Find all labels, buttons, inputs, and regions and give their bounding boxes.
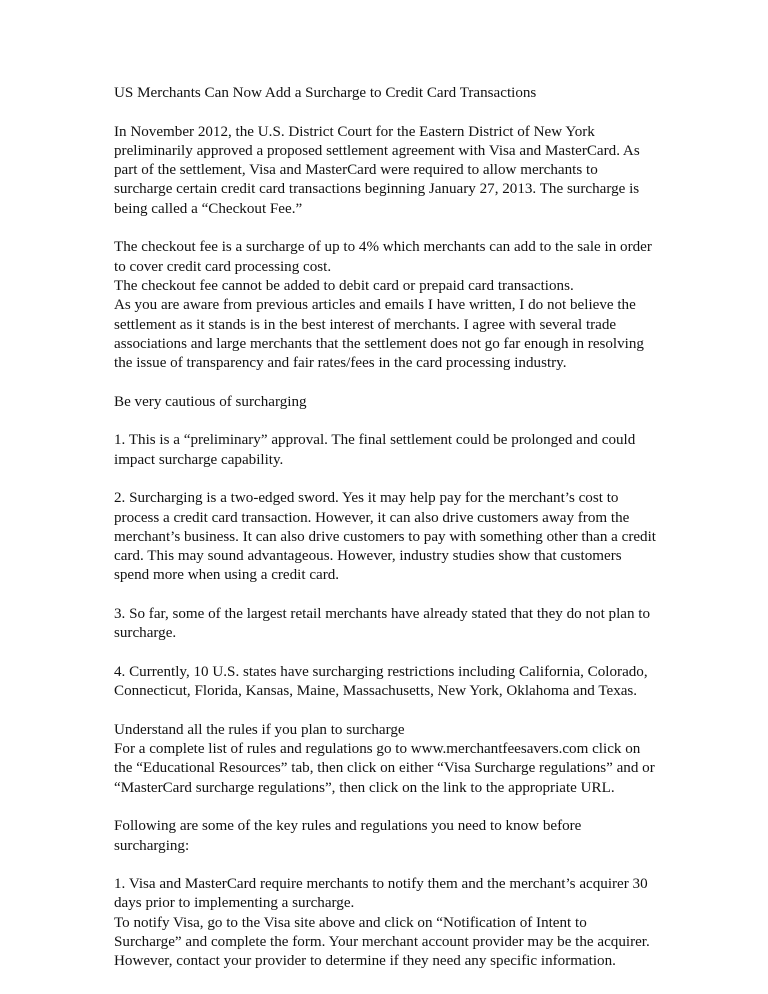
text-line: card. This may sound advantageous. However, industry studies show that customers — [114, 548, 622, 565]
text-line: 2. Surcharging is a two-edged sword. Yes it may help pay for the merchant’s cost to — [114, 490, 619, 507]
text-line: To notify Visa, go to the Visa site above and click on “Notification of Intent to — [114, 914, 587, 931]
text-line: The checkout fee cannot be added to debit card or prepaid card transactions. — [114, 277, 574, 294]
text-line: Understand all the rules if you plan to surcharge — [114, 721, 405, 738]
text-line: 3. So far, some of the largest retail merchants have already stated that they do not plan to — [114, 606, 651, 623]
caution-item-3 — [114, 605, 674, 644]
caution-item-1 — [114, 431, 674, 470]
text-line: surcharge certain credit card transactions beginning January 27, 2013. The surcharge is — [114, 181, 640, 198]
text-line: In November 2012, the U.S. District Court for the Eastern District of New York — [114, 123, 595, 140]
text-line: days prior to implementing a surcharge. — [114, 895, 355, 912]
paragraph-key-rules-intro — [114, 817, 674, 856]
document-title — [114, 84, 674, 103]
text-line: The checkout fee is a surcharge of up to 4% which merchants can add to the sale in order — [114, 239, 652, 256]
text-line: For a complete list of rules and regulations go to www.merchantfeesavers.com click on — [114, 741, 641, 758]
text-line: 1. This is a “preliminary” approval. The final settlement could be prolonged and could — [114, 432, 636, 449]
text-line: Connecticut, Florida, Kansas, Maine, Massachusetts, New York, Oklahoma and Texas. — [114, 683, 638, 700]
text-line: preliminarily approved a proposed settlement agreement with Visa and MasterCard. As — [114, 142, 640, 159]
text-line: Be very cautious of surcharging — [114, 393, 307, 410]
text-line: 4. Currently, 10 U.S. states have surcharging restrictions including California, Colorado, — [114, 663, 648, 680]
caution-item-2 — [114, 489, 674, 585]
text-line: the “Educational Resources” tab, then click on either “Visa Surcharge regulations” and or — [114, 760, 655, 777]
text-line: associations and large merchants that the settlement does not go far enough in resolving — [114, 335, 644, 352]
text-line: merchant’s business. It can also drive customers to pay with something other than a credit — [114, 528, 656, 545]
title-line: US Merchants Can Now Add a Surcharge to Credit Card Transactions — [114, 85, 537, 101]
paragraph-rules — [114, 721, 674, 798]
paragraph-settlement-intro — [114, 123, 674, 219]
text-line: process a credit card transaction. However, it can also drive customers away from the — [114, 509, 630, 526]
text-line: Surcharge” and complete the form. Your merchant account provider may be the acquirer. — [114, 934, 650, 951]
text-line: surcharge. — [114, 625, 177, 642]
text-line: the issue of transparency and fair rates/fees in the card processing industry. — [114, 355, 567, 372]
section-heading-caution — [114, 393, 674, 412]
text-line: impact surcharge capability. — [114, 451, 284, 468]
text-line: Following are some of the key rules and regulations you need to know before — [114, 818, 582, 835]
text-line: part of the settlement, Visa and MasterCard were required to allow merchants to — [114, 162, 598, 179]
text-line: surcharging: — [114, 837, 190, 854]
text-line: “MasterCard surcharge regulations”, then click on the link to the appropriate URL. — [114, 779, 615, 796]
text-line: to cover credit card processing cost. — [114, 258, 332, 275]
text-line: spend more when using a credit card. — [114, 567, 340, 584]
text-line: 1. Visa and MasterCard require merchants to notify them and the merchant’s acquirer 30 — [114, 876, 648, 893]
text-line: As you are aware from previous articles and emails I have written, I do not believe the — [114, 297, 636, 314]
document-page — [114, 84, 674, 991]
text-line: However, contact your provider to determine if they need any specific information. — [114, 953, 616, 970]
text-line: settlement as it stands is in the best interest of merchants. I agree with several trade — [114, 316, 617, 333]
rule-item-1 — [114, 875, 674, 971]
text-line: being called a “Checkout Fee.” — [114, 200, 303, 217]
caution-item-4 — [114, 663, 674, 702]
paragraph-checkout-fee — [114, 238, 674, 373]
